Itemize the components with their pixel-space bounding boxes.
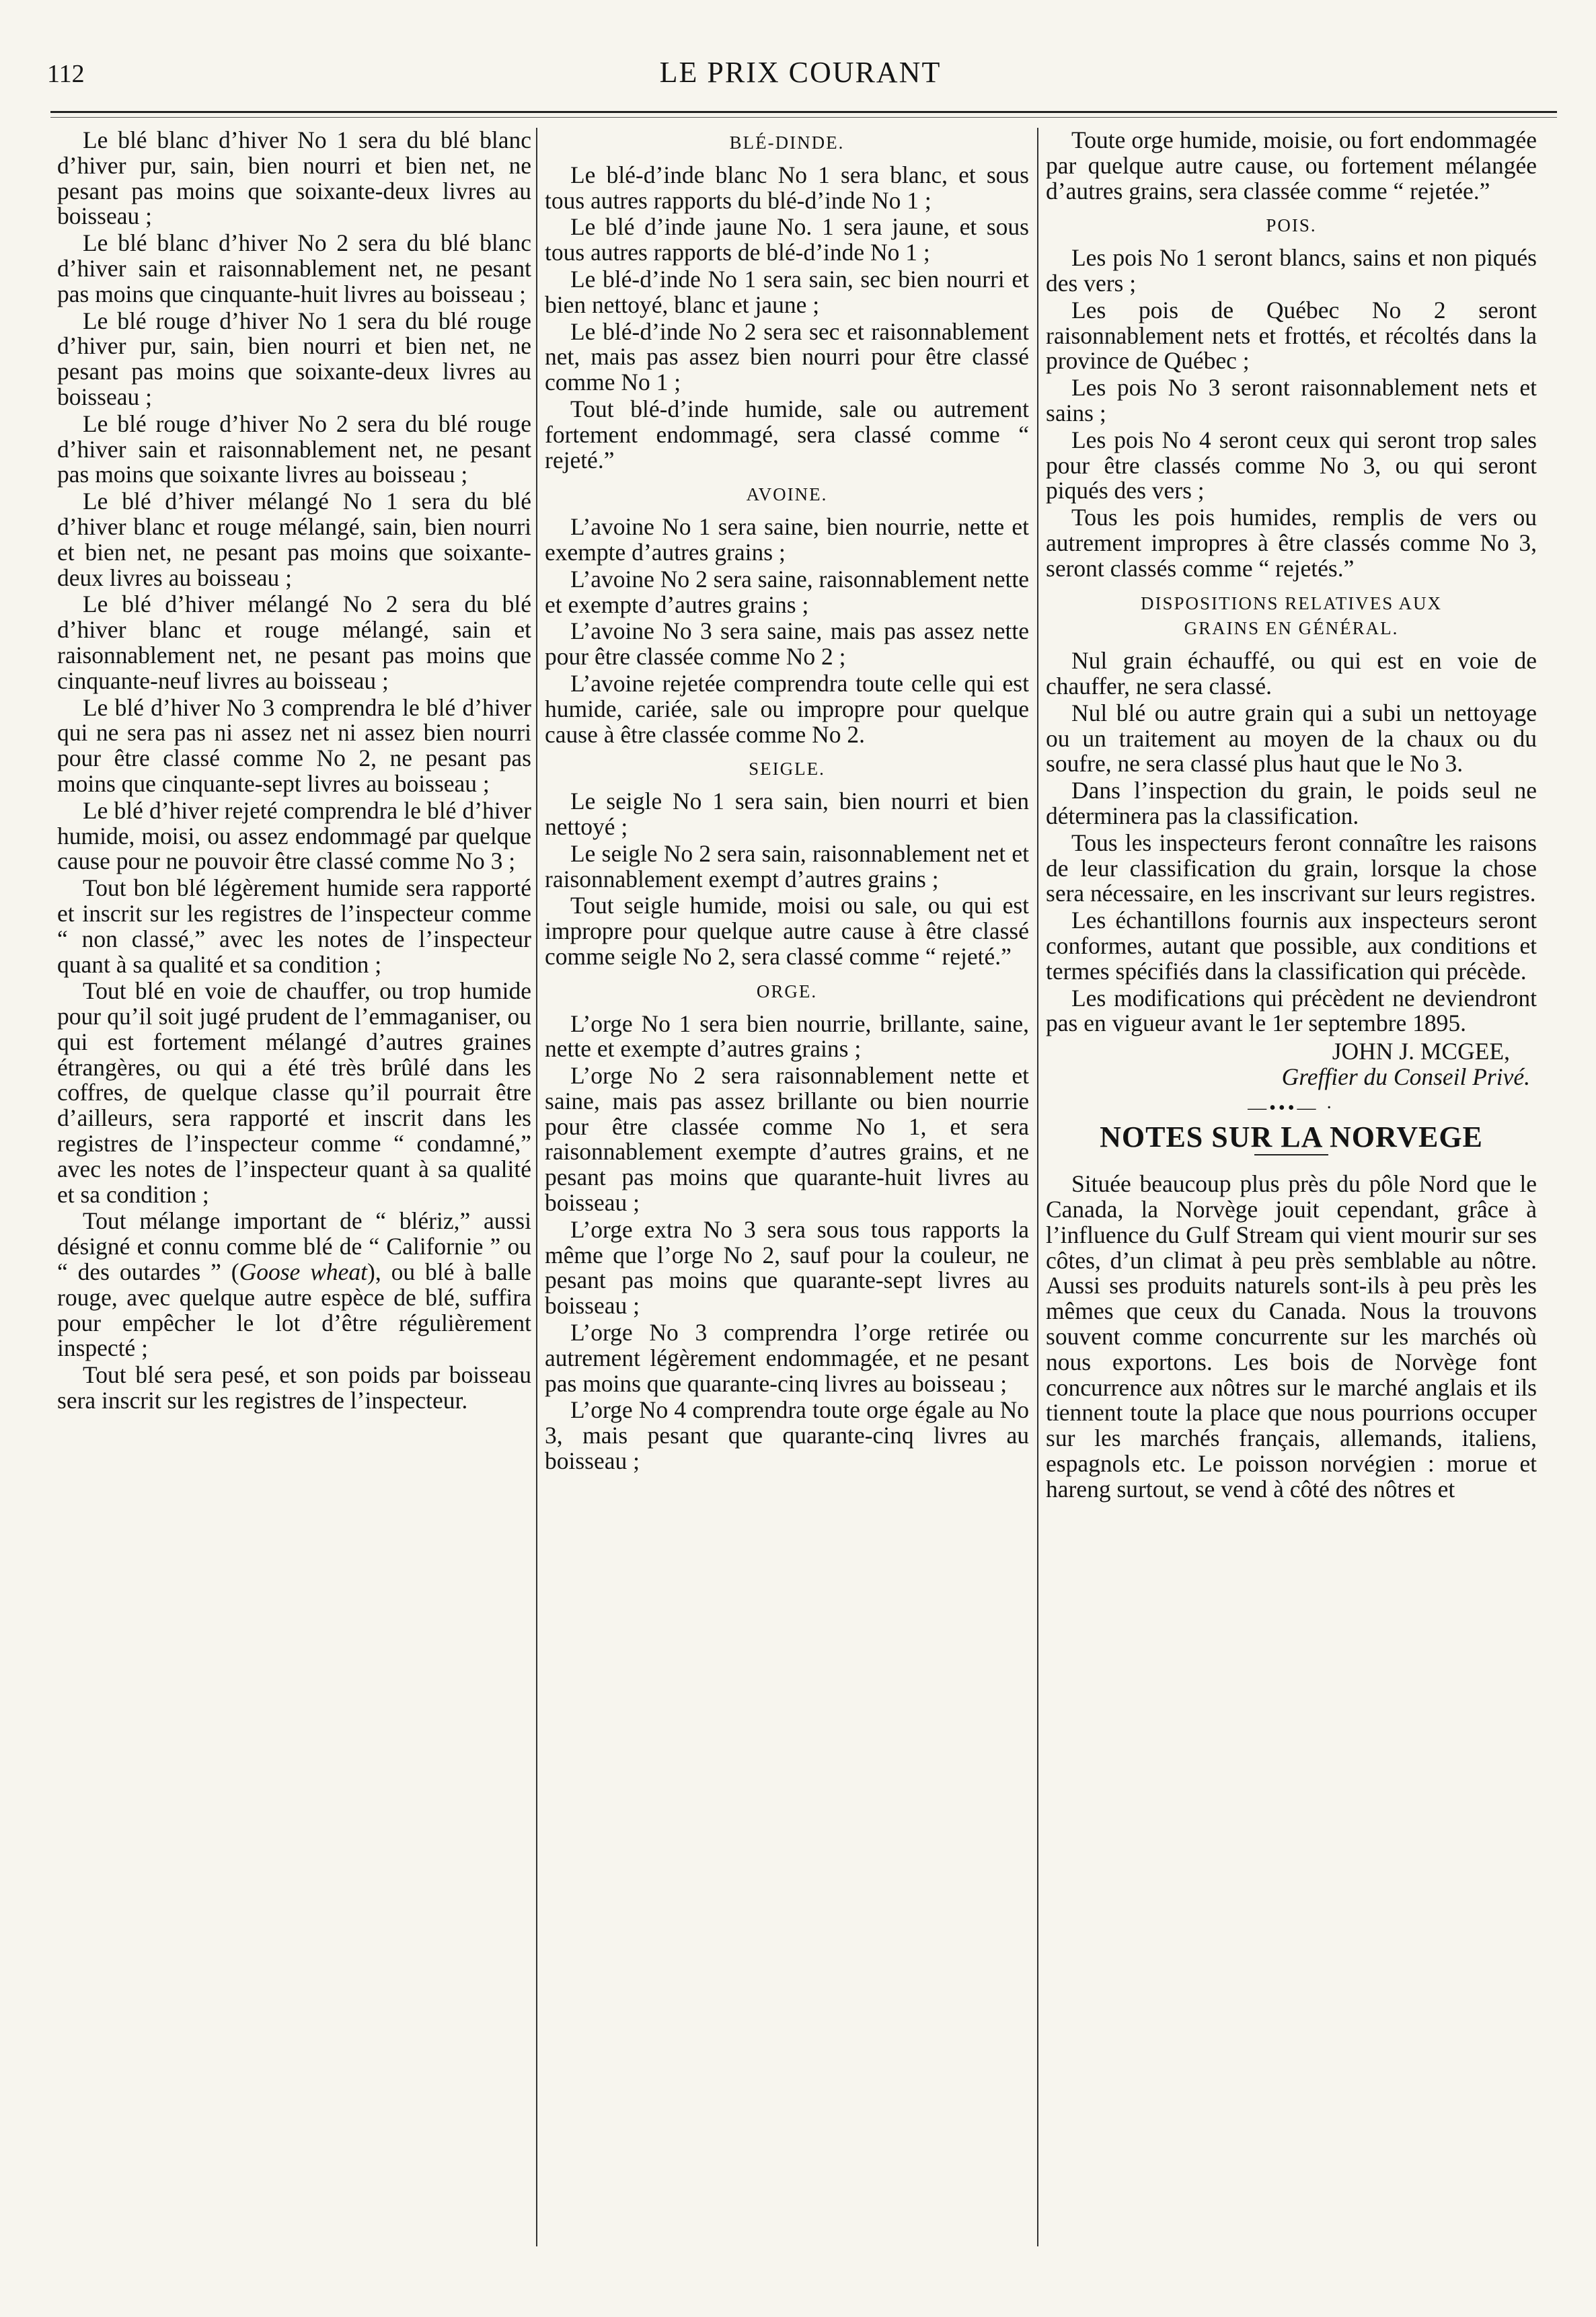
paragraph: L’orge No 1 sera bien nourrie, brillante, saine, nette et exempte d’autres grains ; [545, 1010, 1029, 1063]
signature-name: JOHN J. MCGEE, [1332, 1038, 1510, 1065]
paragraph: Tout blé-d’inde humide, sale ou autrement fortement endommagé, sera classé comme “ rejeté.” [545, 395, 1029, 473]
paragraph: Le blé-d’inde blanc No 1 sera blanc, et sous tous autres rapports du blé-d’inde No 1 ; [545, 161, 1029, 214]
paragraph: Le seigle No 2 sera sain, raisonnablement net et raisonnablement exempt d’autres grains ; [545, 839, 1029, 892]
paragraph: Le blé rouge d’hiver No 1 sera du blé rouge d’hiver pur, sain, bien nourri et bien net, ne pesant pas moins que soixante-deux livres au boisseau ; [57, 307, 531, 410]
paragraph: L’orge No 2 sera raisonnablement nette et saine, mais pas assez brillante ou bien nourrie pour être classée comme No 1, et sera raisonnablement exempte d’autres grains, et ne pesant pas moins que quarante-huit livres au boisseau ; [545, 1062, 1029, 1217]
article-title: NOTES SUR LA NORVEGE [1100, 1120, 1483, 1154]
paragraph: Dans l’inspection du grain, le poids seul ne déterminera pas la classification. [1046, 777, 1537, 829]
heading-line: DISPOSITIONS RELATIVES AUX [1140, 593, 1443, 613]
paragraph: L’orge No 3 comprendra l’orge retirée ou autrement légèrement endommagée, et ne pesant pas moins que quarante-cinq livres au boisseau ; [545, 1319, 1029, 1397]
paragraph: Les pois de Québec No 2 seront raisonnablement nets et frottés, et récoltés dans la province de Québec ; [1046, 296, 1537, 375]
paragraph: Le blé d’hiver mélangé No 1 sera du blé d’hiver blanc et rouge mélangé, sain, bien nourri et bien net, ne pesant pas moins que soixante-deux livres au boisseau ; [57, 488, 531, 591]
paragraph: Les modifications qui précèdent ne deviendront pas en vigueur avant le 1er septembre 1895. [1046, 984, 1537, 1037]
header-rule [50, 111, 1557, 113]
paragraph: Les pois No 1 seront blancs, sains et non piqués des vers ; [1046, 244, 1537, 297]
paragraph: Située beaucoup plus près du pôle Nord que le Canada, la Norvège jouit cependant, grâce à l’influence du Gulf Stream qui vient mourir sur ses côtes, d’un climat à peu près semblable au nôtre. Aussi ses produits naturels sont-ils à peu près les mêmes que ceux du Canada. Nous la trouvons souvent comme concurrente sur les marchés où nous exportons. Les bois de Norvège font concurrence aux nôtres sur le marché anglais et ils tiennent toute la place que nous pourrions occuper sur les marchés français, allemands, italiens, espagnols etc. Le poisson norvégien : morue et hareng surtout, se vend à côté des nôtres et [1046, 1170, 1537, 1503]
paragraph: Tout blé sera pesé, et son poids par boisseau sera inscrit sur les registres de l’inspecteur. [57, 1361, 531, 1414]
heading-line: GRAINS EN GÉNÉRAL. [1184, 618, 1399, 639]
paragraph: Le blé d’hiver No 3 comprendra le blé d’hiver qui ne sera pas ni assez net ni assez bien nourri pour être classé comme No 2, ne pesant pas moins que cinquante-sept livres au boisseau ; [57, 693, 531, 797]
section-heading: BLÉ-DINDE. [729, 132, 845, 153]
journal-title: LE PRIX COURANT [659, 56, 942, 89]
paragraph: Le blé d’hiver rejeté comprendra le blé d’hiver humide, moisi, ou assez endommagé par quelque cause pour ne pouvoir être classé comme No 3 ; [57, 796, 531, 875]
paragraph: Tout seigle humide, moisi ou sale, ou qui est impropre pour quelque autre cause à être classé comme seigle No 2, sera classé comme “ rejeté.” [545, 892, 1029, 970]
paragraph: Nul blé ou autre grain qui a subi un nettoyage ou un traitement au moyen de la chaux ou du soufre, ne sera classé plus haut que le No 3. [1046, 699, 1537, 777]
paragraph: Tout blé en voie de chauffer, ou trop humide pour qu’il soit jugé prudent de l’emmaganiser, ou qui est fortement mélangé d’autres graines étrangères, ou qui a été très brûlé dans les coffres, de quelque classe qu’il pourrait être d’ailleurs, sera rapporté et inscrit dans les registres de l’inspecteur comme “ condamné,” avec les notes de l’inspecteur quant à sa qualité et sa condition ; [57, 977, 531, 1208]
title-rule [1254, 1154, 1328, 1155]
paragraph: L’avoine rejetée comprendra toute celle qui est humide, cariée, sale ou impropre pour quelque cause à être classée comme No 2. [545, 669, 1029, 748]
header-rule-thin [50, 117, 1557, 118]
paragraph: L’orge extra No 3 sera sous tous rapports la même que l’orge No 2, sauf pour la couleur, ne pesant pas moins que quarante-sept livres au boisseau ; [545, 1215, 1029, 1320]
paragraph: Nul grain échauffé, ou qui est en voie de chauffer, ne sera classé. [1046, 647, 1537, 699]
paragraph: Tous les inspecteurs feront connaître les raisons de leur classification du grain, lorsque la chose sera nécessaire, en les inscrivant sur leurs registres. [1046, 829, 1537, 907]
paragraph: Le blé d’hiver mélangé No 2 sera du blé d’hiver blanc et rouge mélangé, sain et raisonnablement net, ne pesant pas moins que cinquante-neuf livres au boisseau ; [57, 591, 531, 694]
text-run: ), ou blé à balle rouge, avec quelque autre espèce de blé, suffira pour empêcher le lot d’être régulièrement inspecté ; [57, 1258, 531, 1362]
page-header [40, 40, 1560, 94]
paragraph: Les pois No 4 seront ceux qui seront trop sales pour être classés comme No 3, ou qui seront piqués des vers ; [1046, 426, 1537, 504]
paragraph: Tous les pois humides, remplis de vers ou autrement impropres à être classés comme No 3, seront classés comme “ rejetés.” [1046, 504, 1537, 582]
column-2 [545, 128, 1029, 2293]
paragraph: L’avoine No 2 sera saine, raisonnablement nette et exempte d’autres grains ; [545, 565, 1029, 618]
section-heading: SEIGLE. [749, 759, 825, 780]
paragraph: Toute orge humide, moisie, ou fort endommagée par quelque autre cause, ou fortement mélangée d’autres grains, sera classée comme “ rejetée.” [1046, 128, 1537, 204]
paragraph: Les pois No 3 seront raisonnablement nets et sains ; [1046, 374, 1537, 426]
column-divider [536, 128, 537, 2246]
section-heading: ORGE. [756, 981, 818, 1001]
paragraph: Tout bon blé légèrement humide sera rapporté et inscrit sur les registres de l’inspecteur comme “ non classé,” avec les notes de l’inspecteur quant à sa qualité et sa condition ; [57, 874, 531, 978]
column-3 [1046, 128, 1537, 2293]
section-heading: POIS. [1266, 215, 1317, 236]
italic-term: Goose wheat [239, 1258, 368, 1286]
paragraph: Le blé-d’inde No 1 sera sain, sec bien nourri et bien nettoyé, blanc et jaune ; [545, 265, 1029, 318]
paragraph: Le blé blanc d’hiver No 1 sera du blé blanc d’hiver pur, sain, bien nourri et bien net, ne pesant pas moins que soixante-deux livres au boisseau ; [57, 128, 531, 230]
paragraph: Le seigle No 1 sera sain, bien nourri et bien nettoyé ; [545, 788, 1029, 840]
column-1 [57, 128, 531, 2293]
section-heading [1046, 591, 1537, 642]
paragraph: Le blé blanc d’hiver No 2 sera du blé blanc d’hiver sain et raisonnablement net, ne pesant pas moins que cinquante-huit livres au boisseau ; [57, 229, 531, 307]
page-number: 112 [47, 60, 85, 88]
text-run: Tout mélange important de “ blériz,” aussi désigné et connu comme blé de “ Californie ” ou “ des outardes ” ( [57, 1207, 531, 1286]
paragraph: L’orge No 4 comprendra toute orge égale au No 3, mais pesant que quarante-cinq livres au boisseau ; [545, 1396, 1029, 1475]
column-divider [1037, 128, 1038, 2246]
paragraph: L’avoine No 3 sera saine, mais pas assez nette pour être classée comme No 2 ; [545, 617, 1029, 671]
paragraph-goose-wheat [57, 1209, 531, 1361]
paragraph: Le blé d’inde jaune No. 1 sera jaune, et sous tous autres rapports de blé-d’inde No 1 ; [545, 213, 1029, 266]
paragraph: Le blé rouge d’hiver No 2 sera du blé rouge d’hiver sain et raisonnablement net, ne pesant pas moins que soixante livres au boisseau ; [57, 410, 531, 488]
ornament-divider: —•••— · [1248, 1097, 1335, 1118]
paragraph: Le blé-d’inde No 2 sera sec et raisonnablement net, mais pas assez bien nourri pour être classé comme No 1 ; [545, 317, 1029, 396]
paragraph: L’avoine No 1 sera saine, bien nourrie, nette et exempte d’autres grains ; [545, 513, 1029, 566]
section-heading: AVOINE. [746, 484, 828, 505]
signature-title: Greffier du Conseil Privé. [1281, 1063, 1530, 1090]
paragraph: Les échantillons fournis aux inspecteurs seront conformes, autant que possible, aux conditions et termes spécifiés dans la classification qui précède. [1046, 907, 1537, 985]
